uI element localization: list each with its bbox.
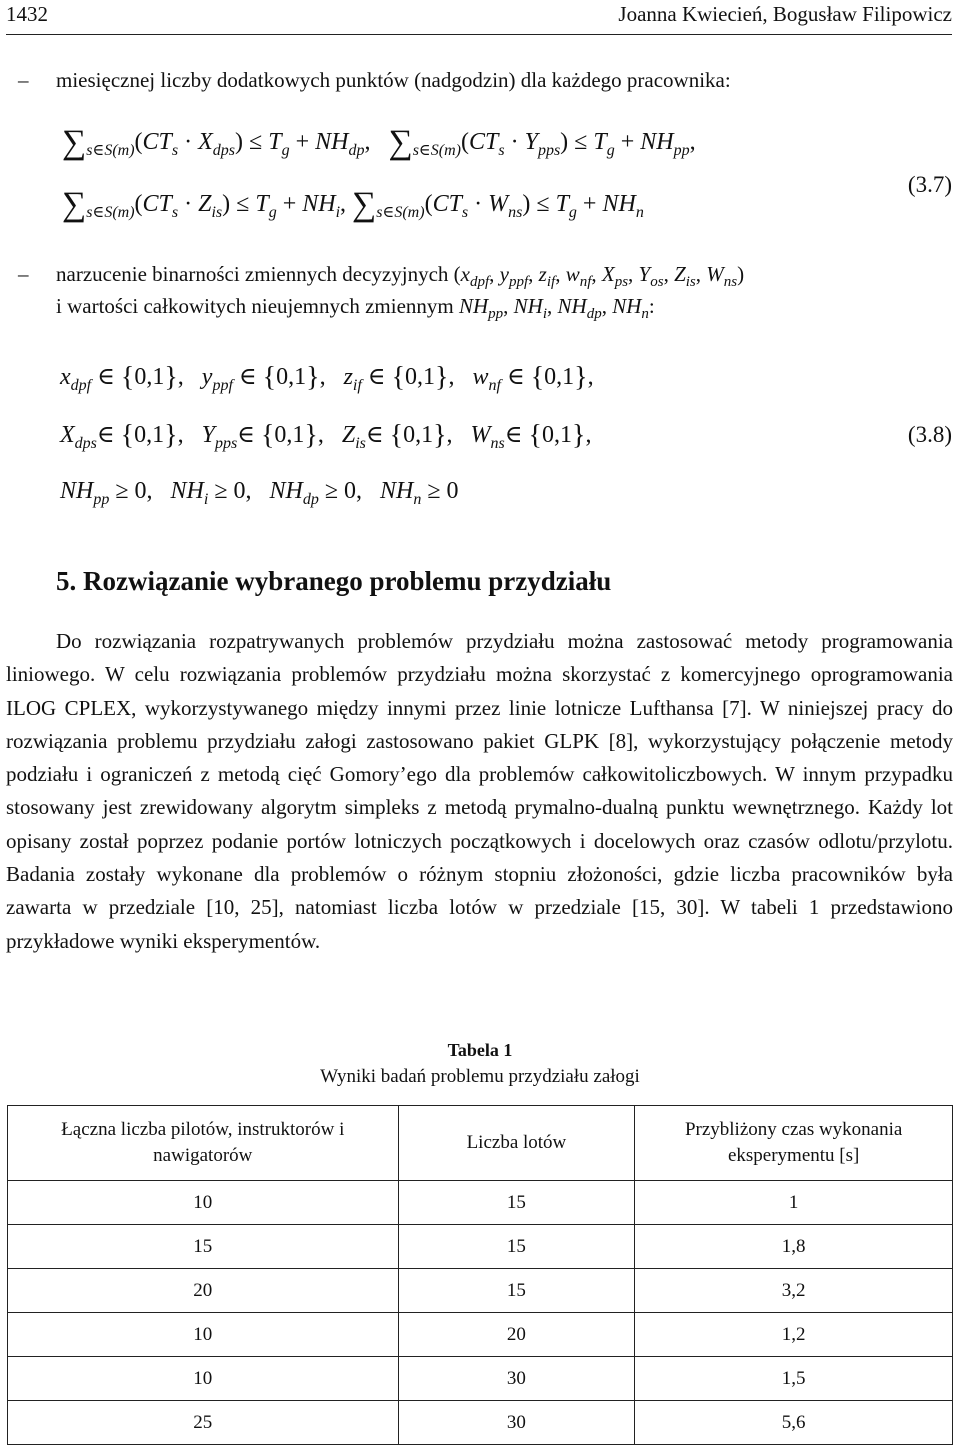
bullet-binary: – narzucenie binarności zmiennych decyzyjnych ($x_{dpf}$, $y_{ppf}$, $z_{if}$, $w_{nf}$, $X_{ps}$, $Y_{os}$, $Z_{is}$, $W_{ns}$): [18, 262, 745, 291]
table-cell: 15: [8, 1225, 399, 1269]
table-cell: 1,2: [635, 1313, 953, 1357]
table-row: [8, 1357, 953, 1401]
results-table: [7, 1105, 953, 1445]
equation-3-8-line1: $x_{dpf}$ ∈ {0,1}, $y_{ppf}$ ∈ {0,1}, $z_{if}$ ∈ {0,1}, $w_{nf}$ ∈ {0,1},: [60, 362, 594, 394]
bullet-dash: –: [18, 262, 29, 286]
table-cell: 10: [8, 1181, 399, 1225]
table-row: [8, 1401, 953, 1445]
table-cell: 15: [398, 1181, 635, 1225]
bullet-overtime-text: miesięcznej liczby dodatkowych punktów (nadgodzin) dla każdego pracownika:: [56, 68, 731, 92]
bullet-binary-text: narzucenie binarności zmiennych decyzyjnych (: [56, 262, 461, 286]
table-cell: 5,6: [635, 1401, 953, 1445]
table-row: [8, 1269, 953, 1313]
table-row: [8, 1313, 953, 1357]
table-cell: 1: [635, 1181, 953, 1225]
table-cell: 15: [398, 1225, 635, 1269]
bullet-dash: –: [18, 68, 29, 92]
bullet-binary-text-2: i wartości całkowitych nieujemnych zmiennym: [56, 294, 459, 318]
column-header-time: Przybliżony czas wykonania eksperymentu [s]: [635, 1106, 953, 1181]
table-cell: 10: [8, 1313, 399, 1357]
equation-3-7-line2: $\sum_{s\in S(m)}(CT_s \cdot Z_{is}) \le T_g + NH_i$, $\sum_{s\in S(m)}(CT_s \cdot W_{ns}) \le T_g + NH_n$: [62, 186, 644, 223]
page-number: 1432: [6, 2, 48, 26]
equation-3-8-line3: $NH_{pp} \ge 0$, $NH_i \ge 0$, $NH_{dp} \ge 0$, $NH_n \ge 0$: [60, 478, 459, 508]
table-header-row: [8, 1106, 953, 1181]
table-cell: 1,5: [635, 1357, 953, 1401]
table-cell: 3,2: [635, 1269, 953, 1313]
equation-3-7-line1: $\sum_{s\in S(m)}(CT_s \cdot X_{dps}) \le T_g + NH_{dp}$, $\sum_{s\in S(m)}(CT_s \cdot Y_{pps}) \le T_g + NH_{pp}$,: [62, 124, 696, 161]
section-body: [6, 625, 953, 958]
table-cell: 1,8: [635, 1225, 953, 1269]
table-cell: 20: [398, 1313, 635, 1357]
section-heading: 5. Rozwiązanie wybranego problemu przydziału: [56, 566, 612, 596]
table-cell: 15: [398, 1269, 635, 1313]
header-rule: [6, 34, 952, 35]
table-caption: Wyniki badań problemu przydziału załogi: [320, 1066, 640, 1087]
table-row: [8, 1181, 953, 1225]
equation-3-8-line2: $X_{dps}\in$ {0,1}, $Y_{pps}\in$ {0,1}, $Z_{is}\in$ {0,1}, $W_{ns}\in$ {0,1},: [60, 420, 592, 452]
column-header-flights: Liczba lotów: [398, 1106, 635, 1181]
table-cell: 10: [8, 1357, 399, 1401]
equation-number-3-7: (3.7): [907, 172, 952, 197]
table-cell: 20: [8, 1269, 399, 1313]
table-cell: 25: [8, 1401, 399, 1445]
column-header-crew: Łączna liczba pilotów, instruktorów i nawigatorów: [8, 1106, 399, 1181]
bullet-binary-line2: i wartości całkowitych nieujemnych zmiennym $NH_{pp}$, $NH_i$, $NH_{dp}$, $NH_n$:: [56, 294, 655, 323]
equation-number-3-8: (3.8): [907, 422, 952, 447]
table-label: Tabela 1: [447, 1040, 513, 1060]
table-row: [8, 1225, 953, 1269]
running-header-authors: Joanna Kwiecień, Bogusław Filipowicz: [618, 2, 952, 26]
table-cell: 30: [398, 1401, 635, 1445]
bullet-overtime: [18, 68, 948, 93]
section-paragraph: Do rozwiązania rozpatrywanych problemów przydziału można zastosować metody programowania liniowego. W celu rozwiązania problemów przydziału można skorzystać z komercyjnego oprogramowania ILOG CPLEX, wykorzystywanego między innymi przez linie lotnicze Lufthansa [7]. W niniejszej pracy do rozwiązania problemu przydziału załogi zastosowano pakiet GLPK [8], wykorzystujący połączenie metody podziału i ograniczeń z metodą cięć Gomory’ego dla problemów całkowitoliczbowych. W innym przypadku stosowany jest zrewidowany algorytm simpleks z metodą prymalno-dualną punktu wewnętrznego. Każdy lot opisany został poprzez podanie portów lotniczych początkowych i docelowych oraz czasów odlotu/przylotu. Badania zostały wykonane dla problemów o różnym stopniu złożoności, gdzie liczba pracowników była zawarta w przedziale [10, 25], natomiast liczba lotów w przedziale [15, 30]. W tabeli 1 przedstawiono przykładowe wyniki eksperymentów.: [6, 629, 953, 953]
table-cell: 30: [398, 1357, 635, 1401]
